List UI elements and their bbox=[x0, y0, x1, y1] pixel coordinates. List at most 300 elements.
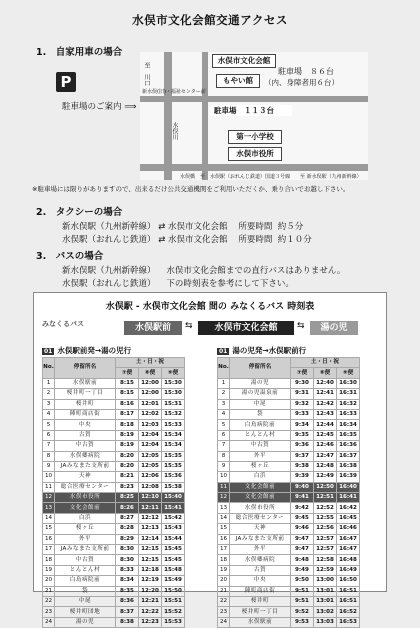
table-cell: 桜ヶ丘 bbox=[55, 524, 116, 534]
taxi-row-1 bbox=[62, 220, 303, 232]
table-cell: 8:35 bbox=[116, 586, 139, 596]
road-hospital-label: 新水俣(旧)・福祉センター前 bbox=[142, 89, 206, 95]
table-row bbox=[218, 378, 360, 388]
table-cell: 15:34 bbox=[162, 430, 185, 440]
table-cell: 水俣駅前 bbox=[230, 617, 291, 627]
table-cell: 15:35 bbox=[162, 451, 185, 461]
table-cell: 12:00 bbox=[139, 389, 162, 399]
table-cell: 12:11 bbox=[139, 503, 162, 513]
col-name: 停留所名 bbox=[55, 358, 116, 379]
table-cell: 8:19 bbox=[116, 430, 139, 440]
table-row bbox=[43, 493, 185, 503]
access-map bbox=[140, 52, 368, 180]
table-row bbox=[218, 420, 360, 430]
table-cell: 12:04 bbox=[139, 441, 162, 451]
stop-culture-hall: 水俣市文化会館 bbox=[198, 321, 294, 335]
table-cell: 12:56 bbox=[314, 524, 337, 534]
table-row bbox=[43, 399, 185, 409]
table-cell: 15:31 bbox=[162, 399, 185, 409]
table-cell: 8:33 bbox=[116, 565, 139, 575]
table-cell: 9:46 bbox=[291, 524, 314, 534]
table-cell: 12:43 bbox=[314, 409, 337, 419]
table-cell: 9:50 bbox=[291, 576, 314, 586]
table-row bbox=[218, 493, 360, 503]
table-cell: 15:36 bbox=[162, 472, 185, 482]
table-cell: 12:50 bbox=[314, 482, 337, 492]
table-cell: 桜井町 bbox=[55, 399, 116, 409]
table-cell: 3 bbox=[218, 399, 230, 409]
table-cell: 12:59 bbox=[314, 565, 337, 575]
table-cell: 16:30 bbox=[337, 378, 360, 388]
table-cell: 15:45 bbox=[162, 545, 185, 555]
table-cell: 12:05 bbox=[139, 461, 162, 471]
parking-b-label: 駐車場 １１３台 bbox=[210, 105, 292, 116]
parking-icon: P bbox=[56, 72, 76, 92]
table-cell: 16:40 bbox=[337, 482, 360, 492]
table-cell: 19 bbox=[218, 565, 230, 575]
table-cell: 9:34 bbox=[291, 420, 314, 430]
table-cell: 16:49 bbox=[337, 565, 360, 575]
table-row bbox=[218, 565, 360, 575]
table-cell: 湯の児 bbox=[55, 617, 116, 627]
city-hall-box: 水俣市役所 bbox=[228, 147, 282, 161]
table-cell: 1 bbox=[218, 378, 230, 388]
table-row bbox=[43, 420, 185, 430]
table-row bbox=[43, 461, 185, 471]
table-cell: 桜ヶ丘 bbox=[230, 461, 291, 471]
parking-note: ※駐車場には限りがありますので、出来るだけ公共交通機関をご利用いただくか、乗り合いでお越し下さい。 bbox=[32, 185, 350, 193]
col-trip: ⑧便 bbox=[314, 368, 337, 378]
table-cell: 8:36 bbox=[116, 596, 139, 606]
table-cell: 12:42 bbox=[314, 399, 337, 409]
table-cell: 22 bbox=[43, 596, 55, 606]
table-cell: 16:37 bbox=[337, 451, 360, 461]
table-row bbox=[218, 596, 360, 606]
table-cell: 23 bbox=[43, 607, 55, 617]
table-cell: 16:46 bbox=[337, 524, 360, 534]
arrow-both-icon: ⇆ bbox=[297, 321, 305, 331]
road-horizontal-upper bbox=[140, 96, 368, 102]
table-cell: 5 bbox=[218, 420, 230, 430]
table-cell: 12:45 bbox=[314, 430, 337, 440]
taxi-label-2: 所要時間 bbox=[238, 235, 273, 245]
table-row bbox=[218, 461, 360, 471]
table-cell: 12:40 bbox=[314, 378, 337, 388]
table-cell: 中央 bbox=[55, 420, 116, 430]
table-cell: 12:23 bbox=[139, 617, 162, 627]
col-days: 土・日・祝 bbox=[116, 358, 185, 368]
table-cell: 湯の児 bbox=[230, 378, 291, 388]
table-cell: 12:10 bbox=[139, 493, 162, 503]
table-cell: 19 bbox=[43, 565, 55, 575]
table-cell: 8:30 bbox=[116, 545, 139, 555]
school-box: 第一小学校 bbox=[228, 130, 282, 144]
table-cell: 9:30 bbox=[291, 378, 314, 388]
table-cell: 18 bbox=[218, 555, 230, 565]
table-cell: 中古賀 bbox=[230, 441, 291, 451]
table-cell: 12:13 bbox=[139, 524, 162, 534]
table-cell: 4 bbox=[218, 409, 230, 419]
table-cell: 8:18 bbox=[116, 420, 139, 430]
table-cell: 水俣市役所 bbox=[55, 493, 116, 503]
table-cell: 10 bbox=[218, 472, 230, 482]
table-cell: 7 bbox=[43, 441, 55, 451]
table-cell: とんとん村 bbox=[230, 430, 291, 440]
table-cell: 8:20 bbox=[116, 461, 139, 471]
table-cell: 13:01 bbox=[314, 586, 337, 596]
table-cell: 16:41 bbox=[337, 493, 360, 503]
table-row bbox=[43, 555, 185, 565]
table-row bbox=[218, 503, 360, 513]
table-row bbox=[218, 430, 360, 440]
table-cell: 2 bbox=[218, 389, 230, 399]
taxi-from-2: 水俣駅（おれんじ鉄道） bbox=[62, 235, 156, 245]
table-cell: 中央 bbox=[230, 576, 291, 586]
table-cell: 桜井町団地 bbox=[55, 607, 116, 617]
table-cell: 15 bbox=[218, 524, 230, 534]
table-cell: 中古賀 bbox=[55, 555, 116, 565]
table-cell: 15:52 bbox=[162, 607, 185, 617]
table-cell: 13 bbox=[43, 503, 55, 513]
table-row bbox=[43, 607, 185, 617]
table-cell: 9:53 bbox=[291, 617, 314, 627]
table-cell: 8 bbox=[43, 451, 55, 461]
table-cell: 8:30 bbox=[116, 555, 139, 565]
table-row bbox=[218, 545, 360, 555]
table-row bbox=[43, 378, 185, 388]
table-row bbox=[218, 617, 360, 627]
table-row bbox=[218, 399, 360, 409]
table-cell: 16:48 bbox=[337, 555, 360, 565]
table-cell: 15:30 bbox=[162, 378, 185, 388]
bus-text-2: 下の時刻表を参考にして下さい。 bbox=[166, 279, 294, 289]
timetable-title: 水俣駅 - 水俣市文化会館 間の みなくるバス 時刻表 bbox=[105, 302, 315, 312]
table-row bbox=[43, 534, 185, 544]
table-cell: 15:38 bbox=[162, 482, 185, 492]
table-cell: 12:22 bbox=[139, 607, 162, 617]
table-cell: JAみなまた支所前 bbox=[55, 545, 116, 555]
table-row bbox=[218, 472, 360, 482]
table-cell: 11 bbox=[43, 482, 55, 492]
table-cell: 12:58 bbox=[314, 555, 337, 565]
taxi-label-1: 所要時間 bbox=[238, 222, 273, 232]
bus-text-1: 水俣市文化会館までの直行バスはありません。 bbox=[166, 266, 346, 276]
bus-from-1: 新水俣駅（九州新幹線） bbox=[62, 266, 156, 276]
table-cell: 12:44 bbox=[314, 420, 337, 430]
section-taxi-heading: 2. タクシーの場合 bbox=[36, 207, 123, 218]
table-cell: 15:41 bbox=[162, 503, 185, 513]
table-cell: 9 bbox=[43, 461, 55, 471]
taxi-to-2: 水俣市文化会館 bbox=[168, 235, 228, 245]
table-cell: 16:33 bbox=[337, 409, 360, 419]
table-cell: 20 bbox=[218, 576, 230, 586]
table-cell: 16:32 bbox=[337, 399, 360, 409]
table-cell: 9:47 bbox=[291, 534, 314, 544]
taxi-row-2 bbox=[62, 233, 312, 245]
col-trip: ⑧便 bbox=[139, 368, 162, 378]
table-cell: 湯の児温泉前 bbox=[230, 389, 291, 399]
table-cell: 7 bbox=[218, 441, 230, 451]
table-row bbox=[218, 451, 360, 461]
table-cell: 14 bbox=[218, 513, 230, 523]
table-cell: 12:49 bbox=[314, 472, 337, 482]
table-cell: 13:03 bbox=[314, 617, 337, 627]
table-row bbox=[218, 586, 360, 596]
table-cell: 8:34 bbox=[116, 576, 139, 586]
table-cell: 15:43 bbox=[162, 524, 185, 534]
table-cell: 9:38 bbox=[291, 461, 314, 471]
table-cell: 8 bbox=[218, 451, 230, 461]
table-row bbox=[43, 472, 185, 482]
table-cell: 12:15 bbox=[139, 555, 162, 565]
table-cell: 12:12 bbox=[139, 513, 162, 523]
table-cell: 16:36 bbox=[337, 441, 360, 451]
table-cell: 8:15 bbox=[116, 389, 139, 399]
table-cell: 12:57 bbox=[314, 545, 337, 555]
table-cell: 12:55 bbox=[314, 513, 337, 523]
table-cell: 8:27 bbox=[116, 513, 139, 523]
table-row bbox=[43, 503, 185, 513]
table-row bbox=[43, 441, 185, 451]
timetable-panel bbox=[33, 292, 387, 625]
table-cell: 15:51 bbox=[162, 596, 185, 606]
table-cell: 12:41 bbox=[314, 389, 337, 399]
table-row bbox=[43, 565, 185, 575]
table-row bbox=[218, 513, 360, 523]
table-row bbox=[43, 451, 185, 461]
timetable-left bbox=[42, 357, 185, 628]
table-cell: 12:08 bbox=[139, 482, 162, 492]
table-cell: 水俣駅前 bbox=[55, 378, 116, 388]
table-cell: 2 bbox=[43, 389, 55, 399]
col-trip: ⑦便 bbox=[116, 368, 139, 378]
table-cell: 9:36 bbox=[291, 441, 314, 451]
table-cell: 8:37 bbox=[116, 607, 139, 617]
table-cell: 袋 bbox=[230, 409, 291, 419]
col-trip: ⑨便 bbox=[162, 368, 185, 378]
table-cell: 12:14 bbox=[139, 534, 162, 544]
table-cell: 16:52 bbox=[337, 607, 360, 617]
table-cell: 9:42 bbox=[291, 503, 314, 513]
table-cell: 外平 bbox=[230, 451, 291, 461]
table-cell: JAみなまた支所前 bbox=[55, 461, 116, 471]
table-row bbox=[43, 389, 185, 399]
table-cell: 15:40 bbox=[162, 493, 185, 503]
table-row bbox=[218, 441, 360, 451]
table-cell: 12:06 bbox=[139, 472, 162, 482]
table-cell: 12:21 bbox=[139, 596, 162, 606]
table-cell: 12 bbox=[43, 493, 55, 503]
table-cell: 16:51 bbox=[337, 596, 360, 606]
col-no: No. bbox=[218, 358, 230, 379]
table-cell: 18 bbox=[43, 555, 55, 565]
table-cell: 13:01 bbox=[314, 596, 337, 606]
table-row bbox=[43, 482, 185, 492]
table-cell: 古賀 bbox=[230, 565, 291, 575]
table-cell: 16:35 bbox=[337, 430, 360, 440]
table-cell: 8:21 bbox=[116, 472, 139, 482]
table-row bbox=[43, 513, 185, 523]
table-cell: 8:20 bbox=[116, 451, 139, 461]
table-cell: 12:01 bbox=[139, 399, 162, 409]
table-cell: 16:38 bbox=[337, 461, 360, 471]
road-kawaguchi-label: 至 川口 bbox=[143, 62, 150, 86]
table-cell: 20 bbox=[43, 576, 55, 586]
table-cell: 21 bbox=[43, 586, 55, 596]
parking-a-label: 駐車場 ８６台 bbox=[278, 67, 334, 76]
right-route-title bbox=[217, 345, 306, 356]
section-bus-heading: 3. バスの場合 bbox=[36, 251, 104, 262]
parking-guide-text: 駐車場のご案内 bbox=[62, 102, 122, 112]
table-cell: 12:57 bbox=[314, 534, 337, 544]
table-row bbox=[43, 430, 185, 440]
table-cell: 15 bbox=[43, 524, 55, 534]
table-cell: 9:48 bbox=[291, 555, 314, 565]
table-cell: 16:47 bbox=[337, 545, 360, 555]
arrow-icon: ⇄ bbox=[158, 235, 166, 245]
table-cell: 15:34 bbox=[162, 441, 185, 451]
road-vertical-left bbox=[164, 52, 172, 180]
table-cell: 5 bbox=[43, 420, 55, 430]
table-cell: 桜井町 bbox=[230, 596, 291, 606]
table-cell: 11 bbox=[218, 482, 230, 492]
left-route-heading: 水俣駅前発→湯の児行 bbox=[57, 346, 132, 355]
table-cell: 9:39 bbox=[291, 472, 314, 482]
table-cell: 陣町商店街 bbox=[55, 409, 116, 419]
table-row bbox=[43, 596, 185, 606]
table-cell: 24 bbox=[43, 617, 55, 627]
table-cell: 16:51 bbox=[337, 586, 360, 596]
table-cell: 16:47 bbox=[337, 534, 360, 544]
road-bottom-label: 水俣橋 至 水俣駅（おれんじ鉄道）国道３号線 至 新水俣駅（九州新幹線） bbox=[180, 174, 362, 180]
route-badge: 01 bbox=[219, 348, 228, 355]
table-cell: 9:41 bbox=[291, 493, 314, 503]
table-cell: 8:25 bbox=[116, 493, 139, 503]
table-cell: 14 bbox=[43, 513, 55, 523]
table-cell: 9:31 bbox=[291, 389, 314, 399]
table-cell: 15:48 bbox=[162, 565, 185, 575]
page-title: 水俣市文化会館交通アクセス bbox=[132, 13, 288, 27]
table-cell: 8:19 bbox=[116, 441, 139, 451]
taxi-to-1: 水俣市文化会館 bbox=[168, 222, 228, 232]
table-cell: 12:20 bbox=[139, 586, 162, 596]
table-cell: 白鳥病院前 bbox=[55, 576, 116, 586]
table-row bbox=[43, 617, 185, 627]
table-cell: 6 bbox=[218, 430, 230, 440]
table-cell: 8:26 bbox=[116, 503, 139, 513]
bus-from-2: 水俣駅（おれんじ鉄道） bbox=[62, 279, 156, 289]
table-cell: 23 bbox=[218, 607, 230, 617]
table-cell: 12:19 bbox=[139, 576, 162, 586]
section-car-heading: 1. 自家用車の場合 bbox=[36, 47, 123, 58]
table-cell: 文化会館前 bbox=[230, 493, 291, 503]
table-cell: 6 bbox=[43, 430, 55, 440]
table-cell: 天神 bbox=[230, 524, 291, 534]
table-cell: 文化会館前 bbox=[55, 503, 116, 513]
col-days: 土・日・祝 bbox=[291, 358, 360, 368]
table-cell: 12:47 bbox=[314, 451, 337, 461]
table-cell: 文化会館前 bbox=[230, 482, 291, 492]
table-cell: 桜井町一丁目 bbox=[230, 607, 291, 617]
table-cell: 中尾 bbox=[230, 399, 291, 409]
table-cell: 中尾 bbox=[55, 596, 116, 606]
table-cell: 12 bbox=[218, 493, 230, 503]
table-row bbox=[43, 576, 185, 586]
table-cell: 古賀 bbox=[55, 430, 116, 440]
table-cell: 16:45 bbox=[337, 513, 360, 523]
table-cell: 22 bbox=[218, 596, 230, 606]
table-cell: 15:53 bbox=[162, 617, 185, 627]
road-horizontal-lower bbox=[140, 164, 368, 171]
table-cell: 桜井町一丁目 bbox=[55, 389, 116, 399]
table-cell: 15:32 bbox=[162, 409, 185, 419]
table-cell: とんとん村 bbox=[55, 565, 116, 575]
table-cell: 12:02 bbox=[139, 409, 162, 419]
table-cell: 13:02 bbox=[314, 607, 337, 617]
table-cell: 外平 bbox=[55, 534, 116, 544]
table-cell: 13 bbox=[218, 503, 230, 513]
col-name: 停留所名 bbox=[230, 358, 291, 379]
table-cell: 15:45 bbox=[162, 555, 185, 565]
parking-a-note: （内、身障者用６台） bbox=[264, 78, 339, 87]
table-cell: 陣町商店街 bbox=[230, 586, 291, 596]
table-cell: JAみなまた支所前 bbox=[230, 534, 291, 544]
culture-hall-box: 水俣市文化会館 bbox=[212, 54, 276, 68]
table-cell: 水俣郷病院 bbox=[230, 555, 291, 565]
table-row bbox=[218, 555, 360, 565]
table-cell: 15:44 bbox=[162, 534, 185, 544]
table-cell: 12:52 bbox=[314, 503, 337, 513]
taxi-time-2: 約１０分 bbox=[277, 235, 312, 245]
table-cell: 15:49 bbox=[162, 576, 185, 586]
table-cell: 16 bbox=[43, 534, 55, 544]
table-cell: 9:32 bbox=[291, 399, 314, 409]
river-label: 水俣川 bbox=[171, 122, 178, 140]
table-cell: 3 bbox=[43, 399, 55, 409]
table-cell: 16 bbox=[218, 534, 230, 544]
table-cell: 8:16 bbox=[116, 399, 139, 409]
table-cell: 外平 bbox=[230, 545, 291, 555]
moyai-box: もやい館 bbox=[216, 74, 260, 88]
route-badge: 01 bbox=[44, 348, 53, 355]
table-cell: 総合医療センター bbox=[230, 513, 291, 523]
table-cell: 9:45 bbox=[291, 513, 314, 523]
col-no: No. bbox=[43, 358, 55, 379]
taxi-from-1: 新水俣駅（九州新幹線） bbox=[62, 222, 156, 232]
table-cell: 15:35 bbox=[162, 461, 185, 471]
table-cell: 9:51 bbox=[291, 596, 314, 606]
table-row bbox=[218, 576, 360, 586]
table-cell: 12:46 bbox=[314, 441, 337, 451]
table-cell: 15:33 bbox=[162, 420, 185, 430]
table-cell: 9:47 bbox=[291, 545, 314, 555]
table-cell: 24 bbox=[218, 617, 230, 627]
table-cell: 9:51 bbox=[291, 586, 314, 596]
table-row bbox=[218, 534, 360, 544]
minakuru-logo: みなくるバス bbox=[42, 320, 84, 328]
table-cell: 16:31 bbox=[337, 389, 360, 399]
table-cell: 12:05 bbox=[139, 451, 162, 461]
table-cell: 12:04 bbox=[139, 430, 162, 440]
col-trip: ⑨便 bbox=[337, 368, 360, 378]
table-row bbox=[218, 482, 360, 492]
table-cell: 総合医療センター bbox=[55, 482, 116, 492]
table-cell: 15:50 bbox=[162, 586, 185, 596]
arrow-right-icon: ⟹ bbox=[124, 102, 137, 112]
table-cell: 1 bbox=[43, 378, 55, 388]
table-cell: 8:29 bbox=[116, 534, 139, 544]
table-cell: 8:38 bbox=[116, 617, 139, 627]
